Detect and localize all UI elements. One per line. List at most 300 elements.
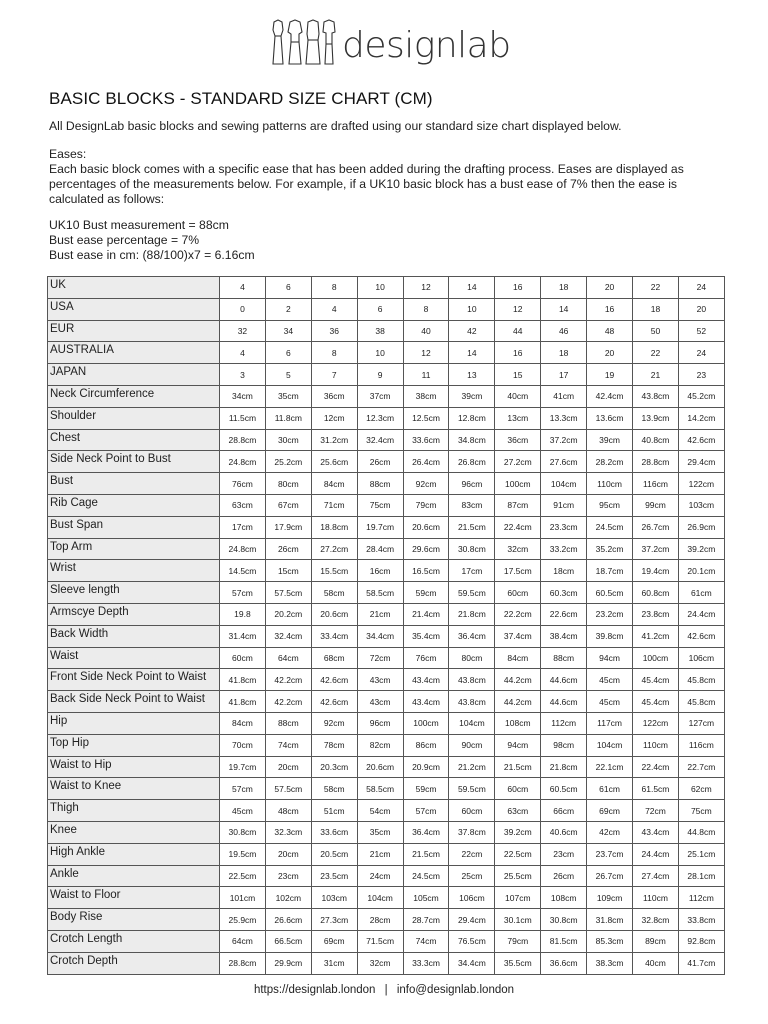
table-cell: 99cm: [633, 494, 679, 516]
table-cell: 21.5cm: [495, 756, 541, 778]
table-cell: 14: [449, 277, 495, 299]
table-cell: 45cm: [587, 669, 633, 691]
table-cell: 26.9cm: [678, 516, 724, 538]
table-cell: 37cm: [357, 385, 403, 407]
table-cell: 31cm: [311, 952, 357, 974]
table-cell: 33.3cm: [403, 952, 449, 974]
table-cell: 33.8cm: [678, 909, 724, 931]
table-cell: 20.5cm: [311, 843, 357, 865]
table-cell: 45cm: [587, 691, 633, 713]
table-cell: 15cm: [265, 560, 311, 582]
table-cell: 75cm: [678, 800, 724, 822]
table-cell: 8: [311, 342, 357, 364]
table-cell: 98cm: [541, 734, 587, 756]
table-cell: 76cm: [220, 473, 266, 495]
table-cell: 34: [265, 320, 311, 342]
table-cell: 110cm: [587, 473, 633, 495]
table-cell: 26.7cm: [587, 865, 633, 887]
table-cell: 23.5cm: [311, 865, 357, 887]
table-cell: 110cm: [633, 734, 679, 756]
table-cell: 22.2cm: [495, 603, 541, 625]
table-cell: 44.2cm: [495, 669, 541, 691]
row-label: JAPAN: [48, 364, 220, 386]
table-cell: 106cm: [678, 647, 724, 669]
table-cell: 70cm: [220, 734, 266, 756]
row-label: Waist to Hip: [48, 756, 220, 778]
example-line-1: UK10 Bust measurement = 88cm: [49, 218, 229, 232]
table-row: [48, 865, 725, 887]
table-cell: 20cm: [265, 843, 311, 865]
table-cell: 22.5cm: [220, 865, 266, 887]
table-cell: 108cm: [495, 712, 541, 734]
table-cell: 25.5cm: [495, 865, 541, 887]
table-cell: 19.8: [220, 603, 266, 625]
table-cell: 76cm: [403, 647, 449, 669]
table-cell: 13.9cm: [633, 407, 679, 429]
table-cell: 32: [220, 320, 266, 342]
table-cell: 89cm: [633, 930, 679, 952]
row-label: Crotch Depth: [48, 952, 220, 974]
table-cell: 66.5cm: [265, 930, 311, 952]
email-link[interactable]: info@designlab.london: [396, 984, 515, 996]
table-cell: 103cm: [678, 494, 724, 516]
table-cell: 112cm: [541, 712, 587, 734]
table-cell: 30.8cm: [541, 909, 587, 931]
table-cell: 21cm: [357, 843, 403, 865]
table-cell: 11.5cm: [220, 407, 266, 429]
table-cell: 42.6cm: [678, 625, 724, 647]
table-cell: 20.6cm: [311, 603, 357, 625]
table-cell: 58cm: [311, 778, 357, 800]
row-label: Rib Cage: [48, 494, 220, 516]
table-cell: 32.8cm: [633, 909, 679, 931]
table-cell: 61cm: [587, 778, 633, 800]
table-cell: 4: [311, 298, 357, 320]
table-cell: 10: [357, 277, 403, 299]
table-cell: 24.4cm: [633, 843, 679, 865]
table-row: [48, 778, 725, 800]
row-label: Knee: [48, 821, 220, 843]
table-cell: 27.4cm: [633, 865, 679, 887]
row-label: Ankle: [48, 865, 220, 887]
table-cell: 34.4cm: [449, 952, 495, 974]
table-cell: 26cm: [357, 451, 403, 473]
table-cell: 36: [311, 320, 357, 342]
row-label: Side Neck Point to Bust: [48, 451, 220, 473]
table-cell: 33.4cm: [311, 625, 357, 647]
table-cell: 103cm: [311, 887, 357, 909]
table-cell: 18: [541, 342, 587, 364]
table-row: [48, 582, 725, 604]
table-row: [48, 625, 725, 647]
size-chart-body: [48, 277, 725, 975]
table-cell: 25.6cm: [311, 451, 357, 473]
table-cell: 18.8cm: [311, 516, 357, 538]
table-cell: 54cm: [357, 800, 403, 822]
table-cell: 64cm: [220, 930, 266, 952]
table-cell: 51cm: [311, 800, 357, 822]
intro-text: [49, 119, 729, 263]
table-cell: 100cm: [633, 647, 679, 669]
table-cell: 92.8cm: [678, 930, 724, 952]
table-row: [48, 538, 725, 560]
table-cell: 102cm: [265, 887, 311, 909]
table-cell: 26.4cm: [403, 451, 449, 473]
table-cell: 74cm: [265, 734, 311, 756]
table-cell: 60.5cm: [541, 778, 587, 800]
table-cell: 24.8cm: [220, 538, 266, 560]
table-cell: 34.8cm: [449, 429, 495, 451]
table-cell: 104cm: [357, 887, 403, 909]
table-cell: 44.6cm: [541, 691, 587, 713]
table-cell: 19.5cm: [220, 843, 266, 865]
table-cell: 18: [541, 277, 587, 299]
table-cell: 3: [220, 364, 266, 386]
table-cell: 71cm: [311, 494, 357, 516]
table-cell: 44.2cm: [495, 691, 541, 713]
table-cell: 110cm: [633, 887, 679, 909]
table-cell: 23cm: [265, 865, 311, 887]
table-cell: 82cm: [357, 734, 403, 756]
table-cell: 84cm: [311, 473, 357, 495]
table-cell: 79cm: [403, 494, 449, 516]
table-cell: 19: [587, 364, 633, 386]
table-cell: 32.4cm: [357, 429, 403, 451]
table-cell: 104cm: [449, 712, 495, 734]
table-cell: 61cm: [678, 582, 724, 604]
table-cell: 46: [541, 320, 587, 342]
table-cell: 88cm: [265, 712, 311, 734]
footer: [0, 984, 768, 996]
example-line-2: Bust ease percentage = 7%: [49, 233, 200, 247]
row-label: Bust Span: [48, 516, 220, 538]
table-cell: 22: [633, 277, 679, 299]
table-cell: 6: [357, 298, 403, 320]
table-cell: 12.3cm: [357, 407, 403, 429]
table-cell: 21cm: [357, 603, 403, 625]
table-cell: 95cm: [587, 494, 633, 516]
table-cell: 86cm: [403, 734, 449, 756]
table-cell: 42.6cm: [311, 691, 357, 713]
table-cell: 21.8cm: [541, 756, 587, 778]
table-cell: 48: [587, 320, 633, 342]
table-cell: 11.8cm: [265, 407, 311, 429]
table-cell: 4: [220, 342, 266, 364]
row-label: Front Side Neck Point to Waist: [48, 669, 220, 691]
table-cell: 108cm: [541, 887, 587, 909]
table-cell: 37.2cm: [541, 429, 587, 451]
table-cell: 39cm: [449, 385, 495, 407]
table-cell: 35.5cm: [495, 952, 541, 974]
table-cell: 24: [678, 342, 724, 364]
example-line-3: Bust ease in cm: (88/100)x7 = 6.16cm: [49, 248, 255, 262]
table-cell: 23.2cm: [587, 603, 633, 625]
table-row: [48, 298, 725, 320]
table-cell: 60cm: [495, 582, 541, 604]
table-cell: 25cm: [449, 865, 495, 887]
table-cell: 26cm: [541, 865, 587, 887]
table-cell: 78cm: [311, 734, 357, 756]
table-cell: 83cm: [449, 494, 495, 516]
table-cell: 96cm: [449, 473, 495, 495]
row-label: Neck Circumference: [48, 385, 220, 407]
table-cell: 68cm: [311, 647, 357, 669]
table-cell: 16: [587, 298, 633, 320]
table-cell: 43cm: [357, 691, 403, 713]
table-row: [48, 407, 725, 429]
table-cell: 25.9cm: [220, 909, 266, 931]
table-cell: 80cm: [265, 473, 311, 495]
table-row: [48, 800, 725, 822]
table-cell: 21.5cm: [403, 843, 449, 865]
table-cell: 22.5cm: [495, 843, 541, 865]
table-cell: 17cm: [220, 516, 266, 538]
table-cell: 116cm: [678, 734, 724, 756]
table-cell: 22.7cm: [678, 756, 724, 778]
row-label: Top Hip: [48, 734, 220, 756]
table-cell: 23.7cm: [587, 843, 633, 865]
table-cell: 41.2cm: [633, 625, 679, 647]
table-cell: 41.8cm: [220, 669, 266, 691]
table-cell: 20.9cm: [403, 756, 449, 778]
table-cell: 45cm: [220, 800, 266, 822]
table-row: [48, 342, 725, 364]
table-cell: 33.2cm: [541, 538, 587, 560]
table-row: [48, 516, 725, 538]
table-cell: 58.5cm: [357, 582, 403, 604]
row-label: Armscye Depth: [48, 603, 220, 625]
table-cell: 24.8cm: [220, 451, 266, 473]
row-label: UK: [48, 277, 220, 299]
table-cell: 38.4cm: [541, 625, 587, 647]
table-cell: 28.7cm: [403, 909, 449, 931]
table-cell: 69cm: [311, 930, 357, 952]
table-cell: 80cm: [449, 647, 495, 669]
table-cell: 100cm: [495, 473, 541, 495]
table-cell: 8: [311, 277, 357, 299]
table-cell: 26.8cm: [449, 451, 495, 473]
table-row: [48, 603, 725, 625]
table-cell: 14: [541, 298, 587, 320]
table-cell: 105cm: [403, 887, 449, 909]
table-cell: 35cm: [357, 821, 403, 843]
table-cell: 106cm: [449, 887, 495, 909]
table-cell: 20.6cm: [357, 756, 403, 778]
table-cell: 50: [633, 320, 679, 342]
table-cell: 42.6cm: [311, 669, 357, 691]
table-cell: 60cm: [495, 778, 541, 800]
table-cell: 28.8cm: [220, 429, 266, 451]
table-cell: 24.5cm: [403, 865, 449, 887]
table-cell: 41cm: [541, 385, 587, 407]
eases-heading: Eases:: [49, 147, 87, 161]
table-cell: 12cm: [311, 407, 357, 429]
table-cell: 100cm: [403, 712, 449, 734]
table-cell: 7: [311, 364, 357, 386]
table-row: [48, 930, 725, 952]
table-cell: 58cm: [311, 582, 357, 604]
table-cell: 29.6cm: [403, 538, 449, 560]
table-cell: 10: [449, 298, 495, 320]
table-cell: 37.8cm: [449, 821, 495, 843]
table-cell: 23.8cm: [633, 603, 679, 625]
table-row: [48, 647, 725, 669]
table-row: [48, 734, 725, 756]
eases-paragraph: Each basic block comes with a specific ease that has been added during the drafting process. Eases are displayed as percentages of the measurements below. For example, if a UK10 basic block has a bust ease of 7% then the ease is calculated as follows:: [49, 162, 684, 206]
table-cell: 43.8cm: [449, 691, 495, 713]
table-cell: 63cm: [220, 494, 266, 516]
table-cell: 57cm: [220, 778, 266, 800]
table-cell: 6: [265, 277, 311, 299]
table-cell: 88cm: [541, 647, 587, 669]
table-cell: 2: [265, 298, 311, 320]
table-cell: 27.3cm: [311, 909, 357, 931]
table-cell: 90cm: [449, 734, 495, 756]
table-cell: 43cm: [357, 669, 403, 691]
table-row: [48, 669, 725, 691]
table-cell: 45.2cm: [678, 385, 724, 407]
table-cell: 13: [449, 364, 495, 386]
table-cell: 122cm: [678, 473, 724, 495]
size-chart-table: [47, 276, 725, 975]
table-cell: 42.6cm: [678, 429, 724, 451]
table-cell: 39.2cm: [678, 538, 724, 560]
table-cell: 20.2cm: [265, 603, 311, 625]
table-cell: 27.2cm: [495, 451, 541, 473]
row-label: USA: [48, 298, 220, 320]
table-cell: 31.4cm: [220, 625, 266, 647]
table-cell: 79cm: [495, 930, 541, 952]
table-cell: 29.4cm: [678, 451, 724, 473]
table-cell: 60cm: [220, 647, 266, 669]
table-cell: 34cm: [220, 385, 266, 407]
table-cell: 91cm: [541, 494, 587, 516]
table-cell: 39.2cm: [495, 821, 541, 843]
table-cell: 36.4cm: [449, 625, 495, 647]
table-cell: 48cm: [265, 800, 311, 822]
table-cell: 16: [495, 342, 541, 364]
table-row: [48, 952, 725, 974]
table-row: [48, 821, 725, 843]
table-cell: 16: [495, 277, 541, 299]
table-cell: 23cm: [541, 843, 587, 865]
table-cell: 94cm: [587, 647, 633, 669]
table-cell: 30.8cm: [220, 821, 266, 843]
table-cell: 20cm: [265, 756, 311, 778]
row-label: Back Width: [48, 625, 220, 647]
table-cell: 19.7cm: [357, 516, 403, 538]
table-cell: 20.3cm: [311, 756, 357, 778]
table-cell: 45.8cm: [678, 691, 724, 713]
table-cell: 21: [633, 364, 679, 386]
website-link[interactable]: https://designlab.london: [253, 984, 376, 996]
table-cell: 37.2cm: [633, 538, 679, 560]
table-cell: 22.6cm: [541, 603, 587, 625]
table-cell: 72cm: [633, 800, 679, 822]
table-cell: 19.7cm: [220, 756, 266, 778]
table-cell: 43.8cm: [633, 385, 679, 407]
table-cell: 67cm: [265, 494, 311, 516]
table-cell: 36cm: [495, 429, 541, 451]
table-cell: 52: [678, 320, 724, 342]
table-cell: 24.4cm: [678, 603, 724, 625]
table-cell: 12.8cm: [449, 407, 495, 429]
table-cell: 63cm: [495, 800, 541, 822]
table-cell: 0: [220, 298, 266, 320]
intro-paragraph: All DesignLab basic blocks and sewing patterns are drafted using our standard size chart displayed below.: [49, 119, 622, 133]
table-cell: 16.5cm: [403, 560, 449, 582]
table-cell: 38cm: [403, 385, 449, 407]
table-cell: 107cm: [495, 887, 541, 909]
table-cell: 72cm: [357, 647, 403, 669]
table-cell: 5: [265, 364, 311, 386]
table-cell: 36.4cm: [403, 821, 449, 843]
row-label: EUR: [48, 320, 220, 342]
table-cell: 42cm: [587, 821, 633, 843]
row-label: Waist to Floor: [48, 887, 220, 909]
row-label: Crotch Length: [48, 930, 220, 952]
table-cell: 22.1cm: [587, 756, 633, 778]
table-cell: 42.4cm: [587, 385, 633, 407]
table-cell: 57cm: [403, 800, 449, 822]
table-cell: 37.4cm: [495, 625, 541, 647]
table-cell: 39.8cm: [587, 625, 633, 647]
table-cell: 14.5cm: [220, 560, 266, 582]
table-cell: 41.7cm: [678, 952, 724, 974]
table-cell: 40: [403, 320, 449, 342]
table-cell: 94cm: [495, 734, 541, 756]
table-cell: 69cm: [587, 800, 633, 822]
table-cell: 66cm: [541, 800, 587, 822]
table-cell: 87cm: [495, 494, 541, 516]
row-label: Body Rise: [48, 909, 220, 931]
table-cell: 17.5cm: [495, 560, 541, 582]
table-cell: 60.3cm: [541, 582, 587, 604]
table-cell: 88cm: [357, 473, 403, 495]
table-cell: 28.8cm: [220, 952, 266, 974]
logo: [268, 16, 511, 68]
table-cell: 11: [403, 364, 449, 386]
table-cell: 13.6cm: [587, 407, 633, 429]
table-cell: 30cm: [265, 429, 311, 451]
table-cell: 31.2cm: [311, 429, 357, 451]
row-label: Sleeve length: [48, 582, 220, 604]
table-cell: 33.6cm: [311, 821, 357, 843]
table-cell: 14: [449, 342, 495, 364]
table-cell: 20.1cm: [678, 560, 724, 582]
table-cell: 22cm: [449, 843, 495, 865]
table-row: [48, 473, 725, 495]
table-cell: 44.6cm: [541, 669, 587, 691]
table-cell: 45.8cm: [678, 669, 724, 691]
row-label: AUSTRALIA: [48, 342, 220, 364]
table-cell: 27.2cm: [311, 538, 357, 560]
table-cell: 122cm: [633, 712, 679, 734]
table-cell: 36.6cm: [541, 952, 587, 974]
table-cell: 33.6cm: [403, 429, 449, 451]
table-row: [48, 691, 725, 713]
table-cell: 26.6cm: [265, 909, 311, 931]
table-cell: 18.7cm: [587, 560, 633, 582]
table-cell: 6: [265, 342, 311, 364]
table-cell: 60.8cm: [633, 582, 679, 604]
table-cell: 15: [495, 364, 541, 386]
table-cell: 25.2cm: [265, 451, 311, 473]
row-label: Waist to Knee: [48, 778, 220, 800]
table-cell: 60.5cm: [587, 582, 633, 604]
table-cell: 45.4cm: [633, 691, 679, 713]
table-cell: 84cm: [220, 712, 266, 734]
